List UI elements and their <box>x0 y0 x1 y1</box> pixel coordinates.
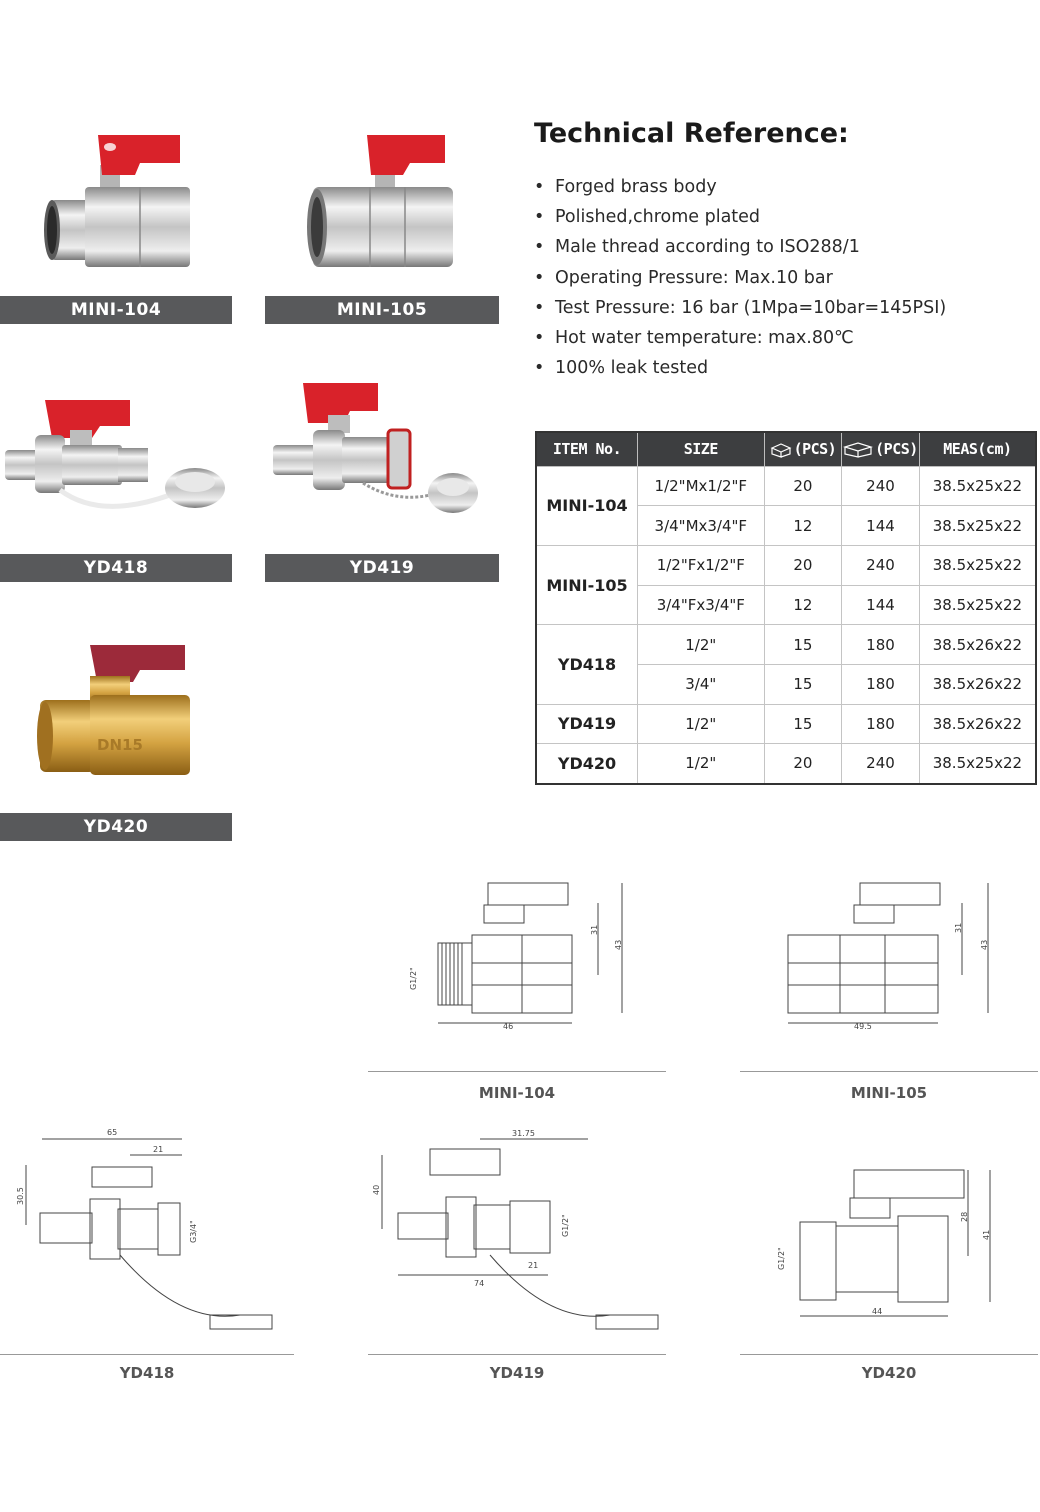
technical-reference-title: Technical Reference: <box>534 118 849 149</box>
cell-carton-pcs: 180 <box>842 625 920 665</box>
cell-inner-pcs: 15 <box>764 664 842 704</box>
cell-inner-pcs: 15 <box>764 625 842 665</box>
cell-size: 1/2" <box>638 704 765 744</box>
drawing-divider <box>740 1354 1038 1355</box>
svg-text:40: 40 <box>372 1184 381 1195</box>
cell-size: 1/2" <box>638 625 765 665</box>
cell-carton-pcs: 144 <box>842 506 920 546</box>
yd420-drawing <box>770 1160 1010 1330</box>
svg-text:46: 46 <box>503 1022 514 1031</box>
cell-carton-pcs: 180 <box>842 704 920 744</box>
feature-item: • Operating Pressure: Max.10 bar <box>534 263 946 293</box>
cell-carton-pcs: 240 <box>842 744 920 784</box>
cell-meas: 38.5x26x22 <box>919 625 1036 665</box>
product-label-yd418: YD418 <box>0 554 232 582</box>
feature-list <box>534 172 946 383</box>
table-header-row <box>536 432 1036 466</box>
table-row <box>536 466 1036 506</box>
drawing-caption-yd420: YD420 <box>861 1364 917 1382</box>
table-row <box>536 704 1036 744</box>
cell-inner-pcs: 15 <box>764 704 842 744</box>
cell-inner-pcs: 20 <box>764 744 842 784</box>
cell-carton-pcs: 240 <box>842 545 920 585</box>
drawing-caption-yd419: YD419 <box>489 1364 545 1382</box>
svg-text:44: 44 <box>872 1307 883 1316</box>
svg-text:DN15: DN15 <box>97 736 143 754</box>
cell-meas: 38.5x25x22 <box>919 545 1036 585</box>
svg-text:65: 65 <box>107 1128 118 1137</box>
yd418-photo <box>0 390 232 520</box>
svg-text:30.5: 30.5 <box>16 1187 25 1205</box>
mini-105-drawing <box>770 875 1010 1035</box>
cell-meas: 38.5x25x22 <box>919 506 1036 546</box>
svg-text:31: 31 <box>590 924 599 935</box>
drawing-divider <box>740 1071 1038 1072</box>
yd419-photo <box>268 375 500 525</box>
table-row <box>536 625 1036 665</box>
inner-box-icon <box>770 442 792 458</box>
header-carton-pcs: (PCS) <box>842 432 920 466</box>
cell-size: 3/4" <box>638 664 765 704</box>
cell-item: YD420 <box>536 744 638 784</box>
table-row <box>536 545 1036 585</box>
product-label-mini-105: MINI-105 <box>265 296 499 324</box>
cell-size: 3/4"Mx3/4"F <box>638 506 765 546</box>
drawing-divider <box>368 1071 666 1072</box>
feature-item: • Hot water temperature: max.80℃ <box>534 323 946 353</box>
cell-meas: 38.5x25x22 <box>919 744 1036 784</box>
svg-text:74: 74 <box>474 1279 485 1288</box>
product-label-mini-104: MINI-104 <box>0 296 232 324</box>
feature-item: • Polished,chrome plated <box>534 202 946 232</box>
carton-box-icon <box>843 442 873 458</box>
cell-size: 1/2" <box>638 744 765 784</box>
feature-item: • 100% leak tested <box>534 353 946 383</box>
svg-text:28: 28 <box>960 1211 969 1222</box>
cell-carton-pcs: 144 <box>842 585 920 625</box>
mini-104-photo <box>40 125 200 275</box>
svg-text:21: 21 <box>528 1261 539 1270</box>
cell-meas: 38.5x26x22 <box>919 704 1036 744</box>
drawing-caption-yd418: YD418 <box>119 1364 175 1382</box>
svg-text:21: 21 <box>153 1145 164 1154</box>
cell-carton-pcs: 240 <box>842 466 920 506</box>
svg-text:G1/2": G1/2" <box>777 1247 786 1270</box>
header-inner-pcs: (PCS) <box>764 432 842 466</box>
drawing-caption-mini-105: MINI-105 <box>850 1084 928 1102</box>
cell-inner-pcs: 20 <box>764 545 842 585</box>
cell-item: YD418 <box>536 625 638 704</box>
spec-table <box>535 431 1037 785</box>
yd418-drawing <box>10 1125 290 1335</box>
cell-size: 1/2"Mx1/2"F <box>638 466 765 506</box>
cell-meas: 38.5x25x22 <box>919 585 1036 625</box>
svg-text:G1/2": G1/2" <box>561 1214 570 1237</box>
header-meas: MEAS(cm) <box>919 432 1036 466</box>
svg-text:G1/2": G1/2" <box>409 967 418 990</box>
svg-text:43: 43 <box>980 939 989 950</box>
product-label-yd419: YD419 <box>265 554 499 582</box>
table-row <box>536 744 1036 784</box>
mini-104-drawing <box>400 875 640 1035</box>
cell-meas: 38.5x25x22 <box>919 466 1036 506</box>
cell-carton-pcs: 180 <box>842 664 920 704</box>
cell-inner-pcs: 20 <box>764 466 842 506</box>
yd419-drawing <box>370 1125 660 1335</box>
svg-text:43: 43 <box>614 939 623 950</box>
cell-inner-pcs: 12 <box>764 585 842 625</box>
svg-text:41: 41 <box>982 1229 991 1240</box>
header-item-no: ITEM No. <box>536 432 638 466</box>
svg-text:G3/4": G3/4" <box>189 1220 198 1243</box>
drawing-caption-mini-104: MINI-104 <box>478 1084 556 1102</box>
cell-item: YD419 <box>536 704 638 744</box>
feature-item: • Male thread according to ISO288/1 <box>534 232 946 262</box>
header-size: SIZE <box>638 432 765 466</box>
cell-meas: 38.5x26x22 <box>919 664 1036 704</box>
product-label-yd420: YD420 <box>0 813 232 841</box>
cell-size: 1/2"Fx1/2"F <box>638 545 765 585</box>
svg-text:31: 31 <box>954 922 963 933</box>
cell-size: 3/4"Fx3/4"F <box>638 585 765 625</box>
mini-105-photo <box>305 125 465 275</box>
feature-item: • Test Pressure: 16 bar (1Mpa=10bar=145PSI) <box>534 293 946 323</box>
feature-item: • Forged brass body <box>534 172 946 202</box>
drawing-divider <box>368 1354 666 1355</box>
svg-text:49.5: 49.5 <box>854 1022 872 1031</box>
cell-item: MINI-105 <box>536 545 638 624</box>
cell-inner-pcs: 12 <box>764 506 842 546</box>
svg-text:31.75: 31.75 <box>512 1129 535 1138</box>
cell-item: MINI-104 <box>536 466 638 545</box>
drawing-divider <box>0 1354 294 1355</box>
yd420-photo <box>35 640 205 780</box>
